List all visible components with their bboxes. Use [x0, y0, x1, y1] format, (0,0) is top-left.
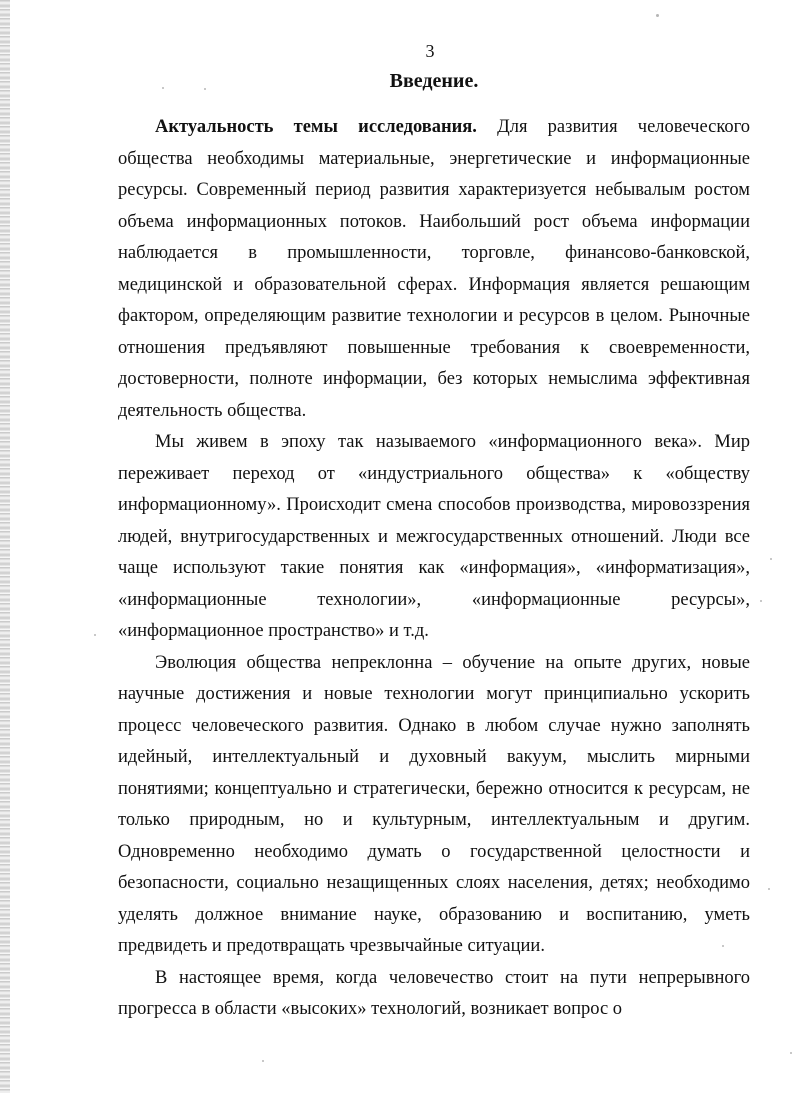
section-title: Введение. [389, 70, 479, 92]
paragraph-information-age: Мы живем в эпоху так называемого «информационного века». Мир переживает переход от «индустриального общества» к «обществу информационному». Происходит смена способов производства, мировоззрения людей, внутригосударственных и межгосударственных отношений. Люди все чаще используют такие понятия как «информация», «информатизация», «информационные технологии», «информационные ресурсы», «информационное пространство» и т.д. [118, 432, 750, 641]
paragraph-text: Для развития человеческого общества необходимы материальные, энергетические и информационные ресурсы. Современный период развития характеризуется небывалым ростом объема информационных потоков. Наибольший рост объема информации наблюдается в промышленности, торговле, финансово-банковской, медицинской и образовательной сферах. Информация является решающим фактором, определяющим развитие технологии и ресурсов в целом. Рыночные отношения предъявляют повышенные требования к своевременности, достоверности, полноте информации, без которых немыслима эффективная деятельность общества. [118, 117, 751, 421]
scan-speck [790, 1052, 792, 1054]
paragraph-lead-heading: Актуальность темы исследования. [155, 117, 477, 137]
body-text [118, 112, 750, 1026]
scan-speck [760, 600, 762, 602]
scan-speck [94, 634, 96, 636]
page-number: 3 [425, 41, 435, 61]
scan-speck [262, 1060, 264, 1062]
scan-speck [770, 558, 772, 560]
scan-speck [656, 14, 659, 17]
scan-speck [722, 945, 724, 947]
scan-edge-shadow [0, 0, 10, 1093]
paragraph-evolution: Эволюция общества непреклонна – обучение на опыте других, новые научные достижения и новые технологии могут принципиально ускорить процесс человеческого развития. Однако в любом случае нужно заполнять идейный, интеллектуальный и духовный вакуум, мыслить мирными понятиями; концептуально и стратегически, бережно относится к ресурсам, не только природным, но и культурным, интеллектуальным и другим. Одновременно необходимо думать о государственной целостности и безопасности, социально незащищенных слоях населения, детях; необходимо уделять должное внимание науке, образованию и воспитанию, уметь предвидеть и предотвращать чрезвычайные ситуации. [118, 652, 750, 956]
scan-speck [204, 88, 206, 90]
paragraph-present-time: В настоящее время, когда человечество стоит на пути непрерывного прогресса в области «высоких» технологий, возникает вопрос о [118, 967, 750, 1019]
scan-speck [162, 87, 164, 89]
scan-speck [768, 888, 770, 890]
paragraph-relevance [118, 112, 750, 427]
